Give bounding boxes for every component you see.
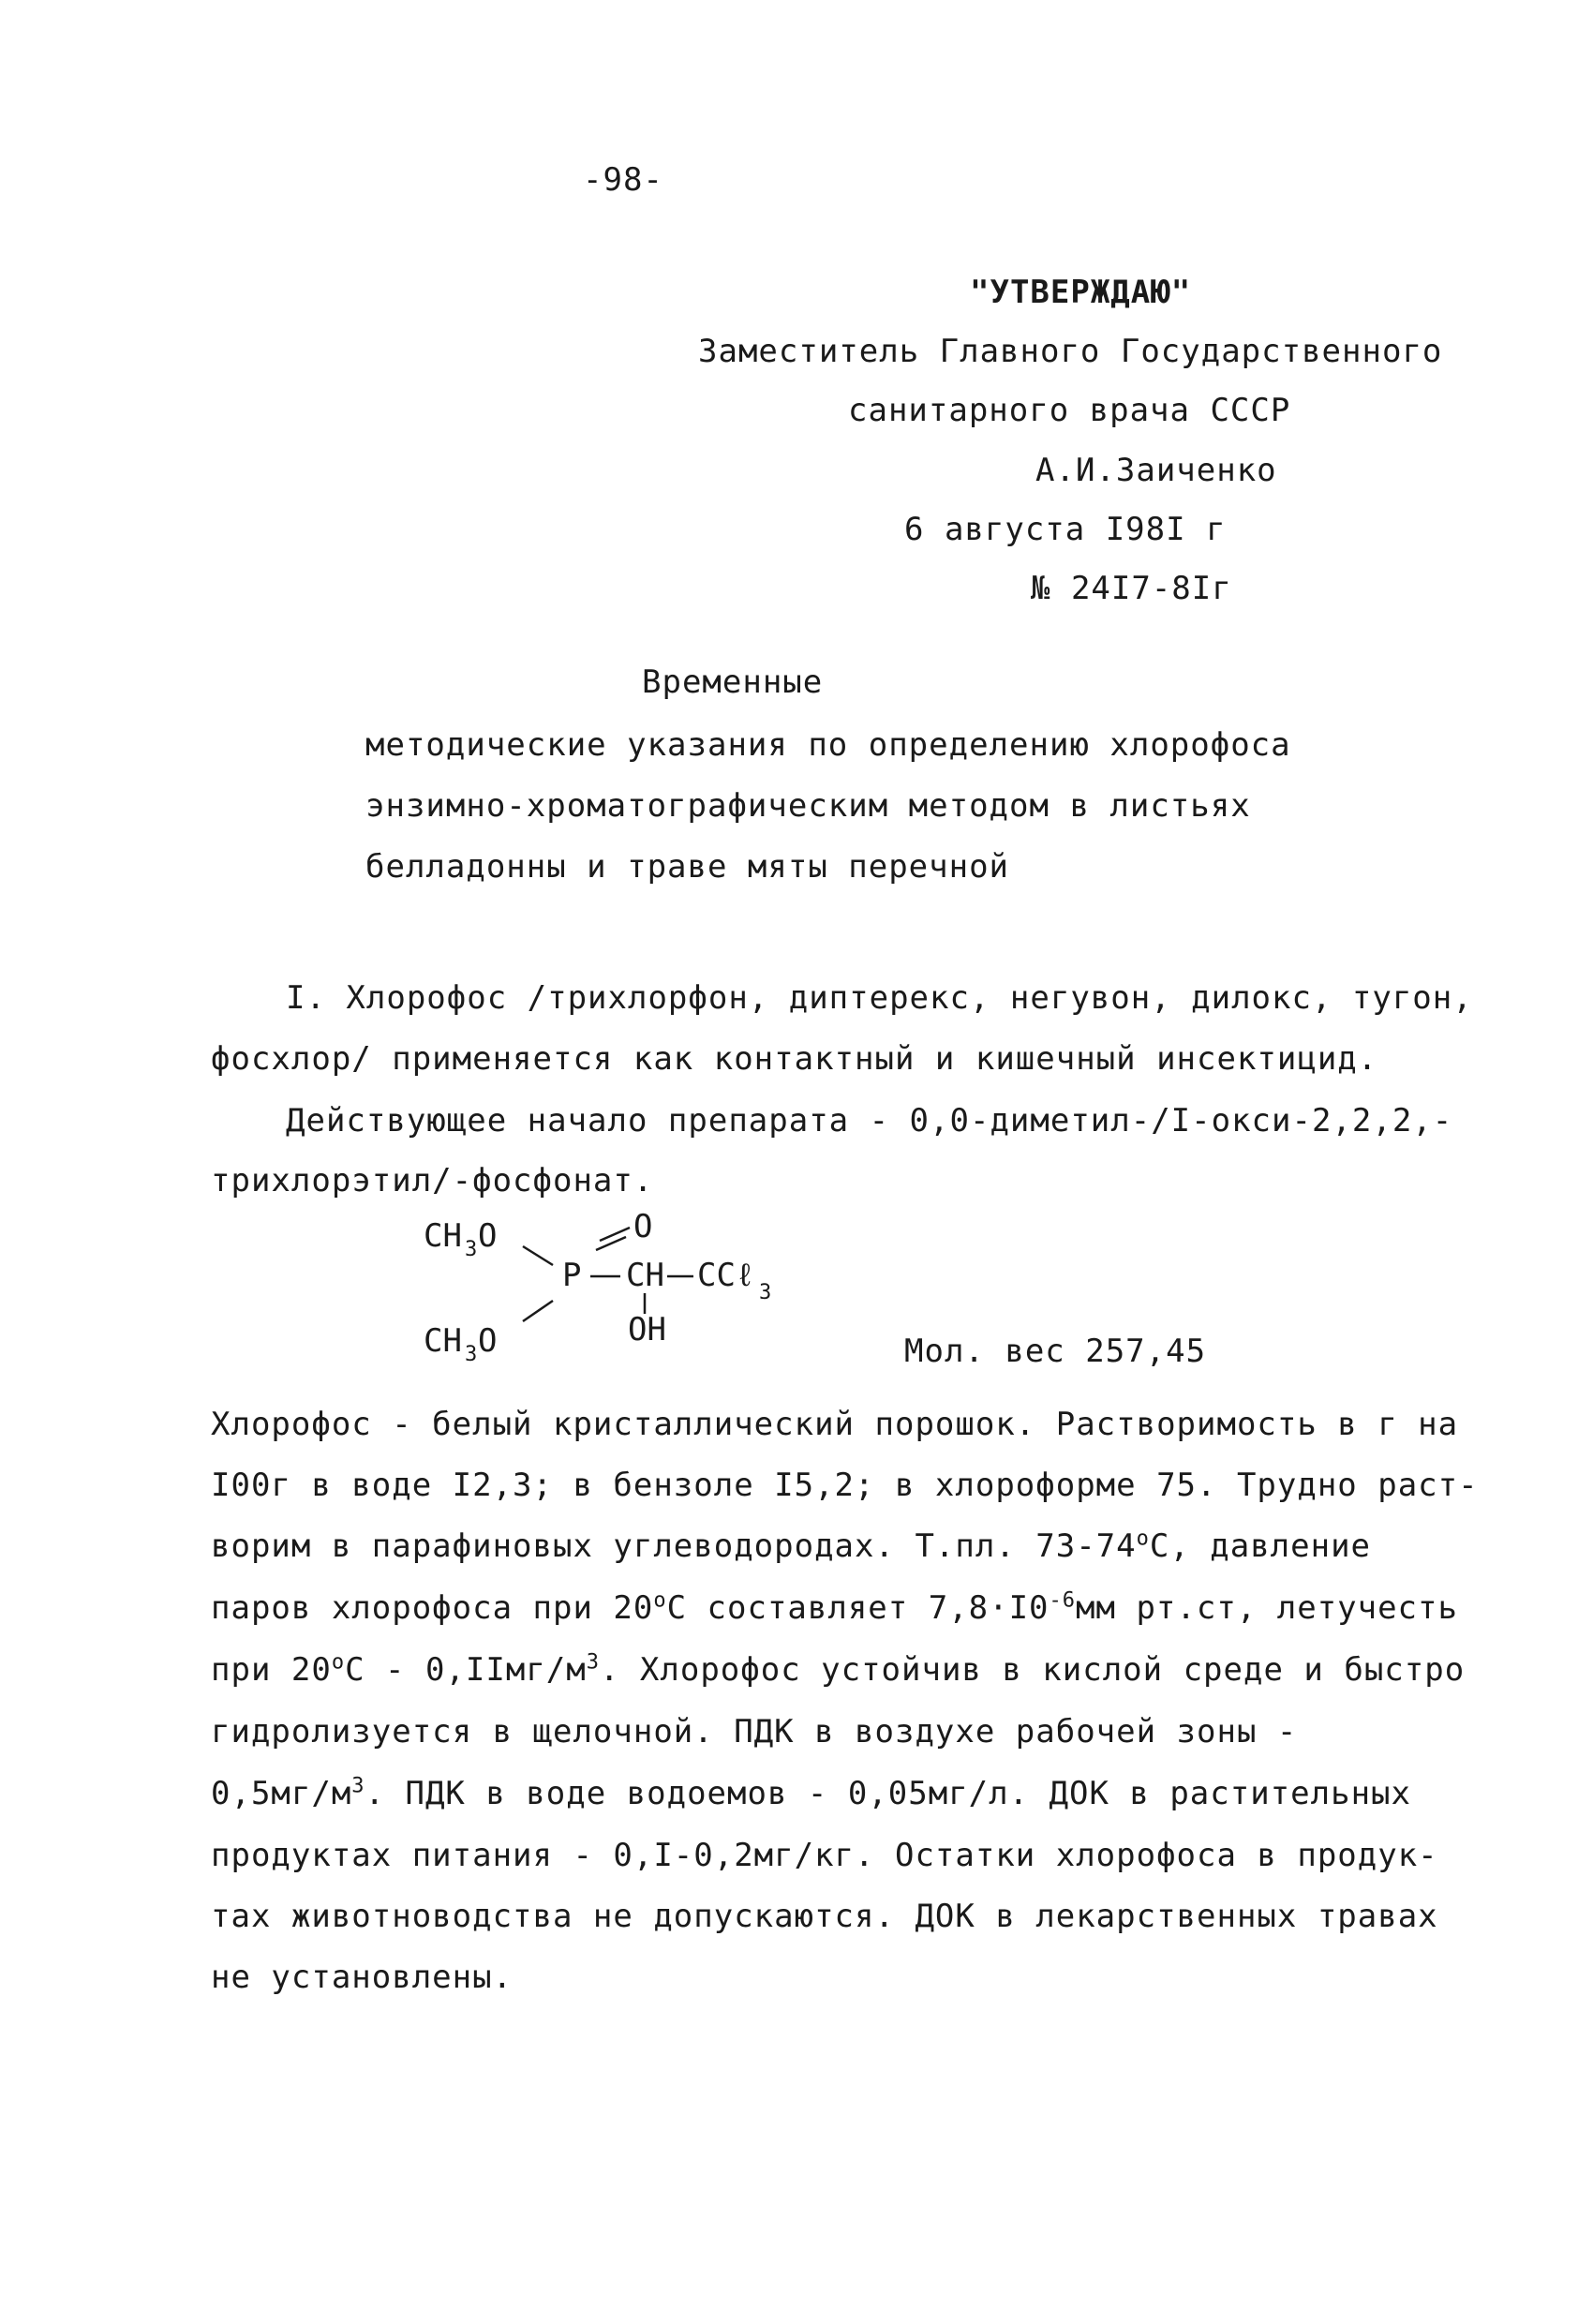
- heading-title: Временные: [642, 663, 824, 701]
- text-run: мм рт.ст, летучесть: [1076, 1589, 1458, 1627]
- text-run: С - 0,IIмг/м: [345, 1651, 587, 1689]
- formula-sub: 3: [759, 1281, 772, 1304]
- text-run: С, давление: [1149, 1527, 1372, 1565]
- formula-sub: 3: [465, 1343, 478, 1366]
- structural-formula: [412, 1209, 937, 1396]
- bond: [523, 1301, 553, 1321]
- paragraph-line: не установлены.: [211, 1959, 514, 1996]
- superscript: о: [1136, 1527, 1150, 1551]
- approval-title: "УТВЕРЖДАЮ": [970, 274, 1192, 311]
- text-run: С составляет 7,8·I0: [666, 1589, 1050, 1627]
- paragraph-line: [211, 1589, 1458, 1627]
- paragraph-line: [211, 1651, 1465, 1689]
- paragraph-line: Хлорофос - белый кристаллический порошок. Растворимость в г на: [211, 1406, 1459, 1443]
- approval-date: 6 августа I98I г: [904, 511, 1227, 548]
- text-run: при 20: [211, 1651, 332, 1689]
- text-run: . ПДК в воде водоемов - 0,05мг/л. ДОК в растительных: [365, 1775, 1411, 1812]
- page-number: -98-: [583, 161, 663, 199]
- formula-ch3o-top: CH: [424, 1217, 462, 1255]
- bond: [523, 1246, 553, 1265]
- approval-position-cont: санитарного врача СССР: [848, 392, 1291, 429]
- approval-name: А.И.Заиченко: [1035, 452, 1277, 489]
- paragraph-line: продуктах питания - 0,I-0,2мг/кг. Остатки хлорофоса в продук-: [211, 1837, 1438, 1874]
- formula-o-double: O: [633, 1209, 653, 1245]
- molecular-weight: Мол. вес 257,45: [904, 1333, 1207, 1370]
- superscript: о: [331, 1650, 346, 1675]
- superscript: 3: [351, 1774, 365, 1798]
- paragraph-line: Действующее начало препарата - 0,0-диметил-/I-окси-2,2,2,-: [286, 1102, 1453, 1140]
- paragraph-line: [211, 1775, 1411, 1812]
- formula-ch3o-bottom: CH: [424, 1322, 462, 1360]
- paragraph-line: I. Хлорофос /трихлорфон, диптерекс, негувон, дилокс, тугон,: [286, 979, 1473, 1017]
- formula-ccl: CCℓ: [697, 1257, 755, 1294]
- text-run: паров хлорофоса при 20: [211, 1589, 654, 1627]
- formula-o-top: O: [478, 1217, 498, 1255]
- paragraph-line: I00г в воде I2,3; в бензоле I5,2; в хлороформе 75. Трудно раст-: [211, 1467, 1479, 1504]
- heading-line: энзимно-хроматографическим методом в листьях: [365, 787, 1251, 825]
- text-run: ворим в парафиновых углеводородах. Т.пл. 73-74: [211, 1527, 1137, 1565]
- formula-o-bottom: O: [478, 1322, 498, 1360]
- superscript: 3: [586, 1650, 600, 1675]
- paragraph-line: тах животноводства не допускаются. ДОК в лекарственных травах: [211, 1898, 1438, 1935]
- paragraph-line: трихлорэтил/-фосфонат.: [211, 1162, 654, 1199]
- paragraph-line: фосхлор/ применяется как контактный и кишечный инсектицид.: [211, 1040, 1378, 1078]
- heading-line: методические указания по определению хлорофоса: [365, 726, 1291, 764]
- text-run: 0,5мг/м: [211, 1775, 352, 1812]
- bond: [596, 1237, 626, 1250]
- approval-position: Заместитель Главного Государственного: [698, 333, 1443, 370]
- superscript: -6: [1049, 1588, 1077, 1613]
- formula-p: P: [562, 1257, 582, 1294]
- approval-number: № 24I7-8Iг: [1031, 570, 1232, 607]
- formula-ch: CH: [626, 1257, 664, 1294]
- paragraph-line: гидролизуется в щелочной. ПДК в воздухе рабочей зоны -: [211, 1713, 1298, 1750]
- text-run: . Хлорофос устойчив в кислой среде и быстро: [599, 1651, 1466, 1689]
- superscript: о: [653, 1588, 667, 1613]
- paragraph-line: [211, 1527, 1371, 1565]
- formula-sub: 3: [465, 1238, 478, 1261]
- heading-line: белладонны и траве мяты перечной: [365, 848, 1010, 886]
- bond: [600, 1228, 630, 1241]
- formula-oh: OH: [628, 1311, 666, 1348]
